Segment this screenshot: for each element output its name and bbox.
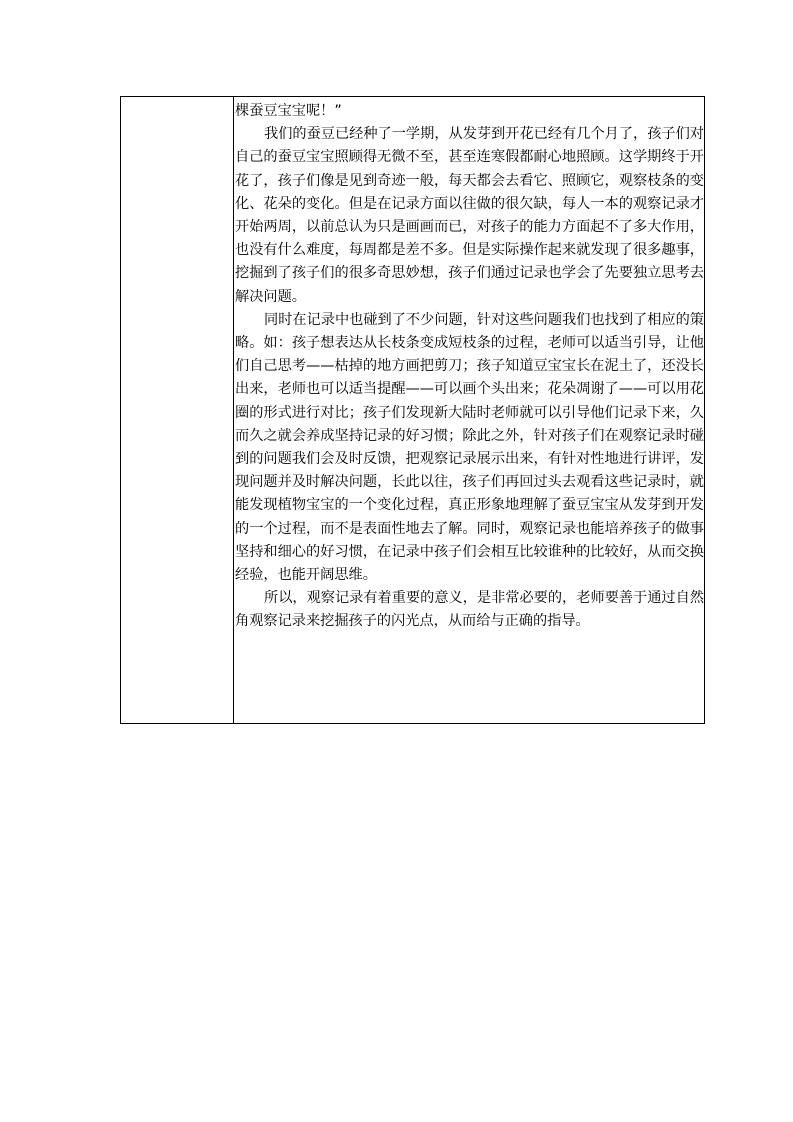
paragraph-planting-experience: 我们的蚕豆已经种了一学期，从发芽到开花已经有几个月了，孩子们对自己的蚕豆宝宝照顾得无微不至，甚至连寒假都耐心地照顾。这学期终于开花了，孩子们像是见到奇迹一般，每天都会去看它、照顾它，观察枝条的变化、花朵的变化。但是在记录方面以往做的很欠缺，每人一本的观察记录才开始两周，以前总认为只是画画而已，对孩子的能力方面起不了多大作用，也没有什么难度，每周都是差不多。但是实际操作起来就发现了很多趣事，挖掘到了孩子们的很多奇思妙想，孩子们通过记录也学会了先要独立思考去解决问题。 (235, 126, 704, 305)
left-cell (121, 97, 234, 723)
paragraph-conclusion: 所以，观察记录有着重要的意义，是非常必要的，老师要善于通过自然角观察记录来挖掘孩子的闪光点，从而给与正确的指导。 (235, 590, 704, 630)
paragraph-strategies: 同时在记录中也碰到了不少问题，针对这些问题我们也找到了相应的策略。如：孩子想表达从长枝条变成短枝条的过程，老师可以适当引导，让他们自己思考——枯掉的地方画把剪刀；孩子知道豆宝宝长在泥土了，还没长出来，老师也可以适当提醒——可以画个头出来；花朵凋谢了——可以用花圈的形式进行对比；孩子们发现新大陆时老师就可以引导他们记录下来，久而久之就会养成坚持记录的好习惯；除此之外，针对孩子们在观察记录时碰到的问题我们会及时反馈，把观察记录展示出来，有针对性地进行讲评，发现问题并及时解决问题，长此以往，孩子们再回过头去观看这些记录时，就能发现植物宝宝的一个变化过程，真正形象地理解了蚕豆宝宝从发芽到开发的一个过程，而不是表面性地去了解。同时，观察记录也能培养孩子的做事坚持和细心的好习惯，在记录中孩子们会相互比较谁种的比较好，从而交换经验，也能开阔思维。 (235, 311, 704, 584)
document-table (120, 96, 705, 724)
paragraph-continuation: 棵蚕豆宝宝呢！” (235, 103, 342, 119)
content-cell (234, 97, 704, 723)
